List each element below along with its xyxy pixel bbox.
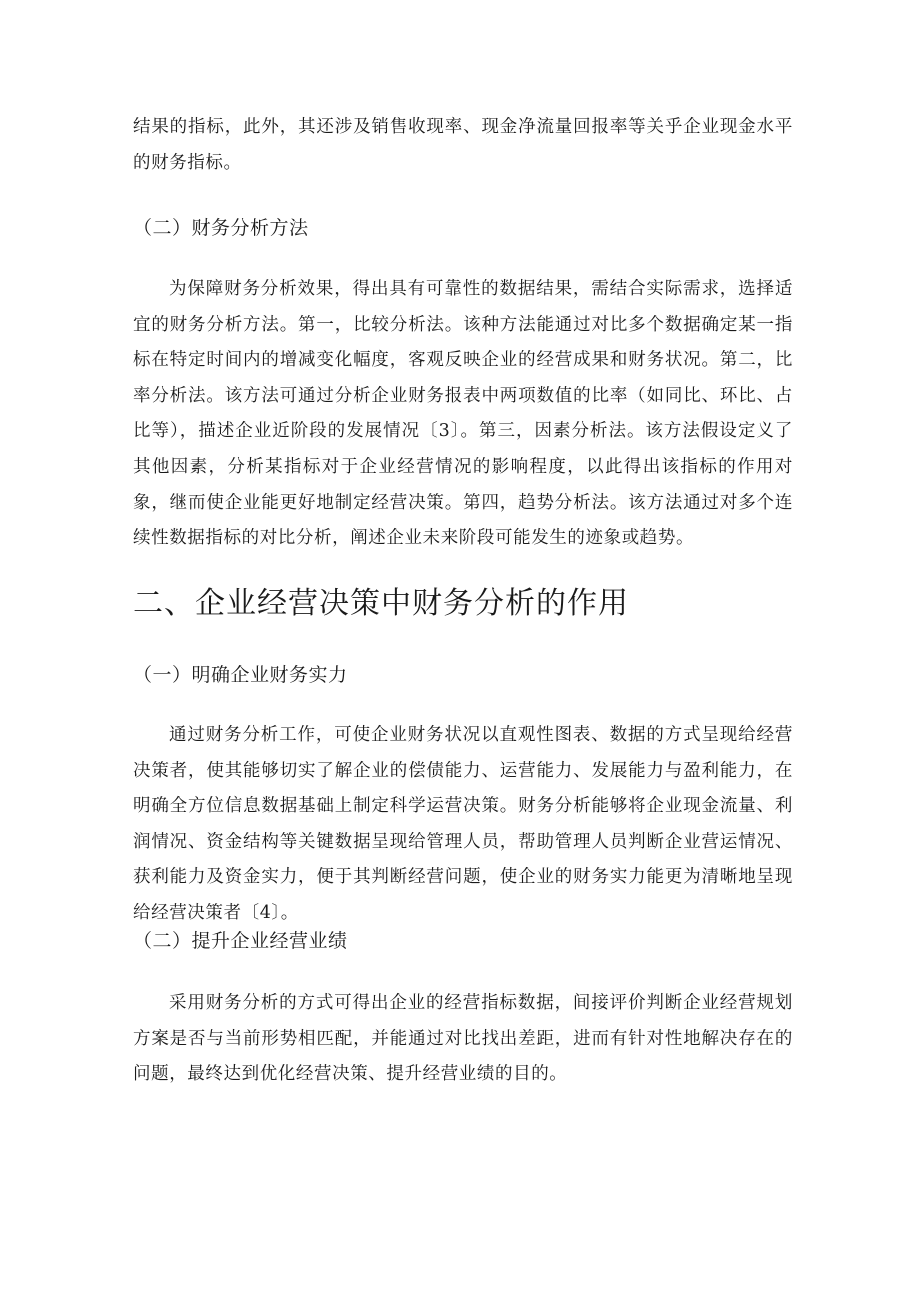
section-heading-role-of-analysis: 二、企业经营决策中财务分析的作用 xyxy=(133,586,629,621)
subheading-business-performance: （二）提升企业经营业绩 xyxy=(133,930,348,952)
subheading-analysis-methods: （二）财务分析方法 xyxy=(133,217,309,239)
paragraph-indicators-continued: 结果的指标，此外，其还涉及销售收现率、现金净流量回报率等关乎企业现金水平的财务指标。 xyxy=(133,117,793,173)
paragraph-analysis-methods: 为保障财务分析效果，得出具有可靠性的数据结果，需结合实际需求，选择适宜的财务分析方法。第一，比较分析法。该种方法能通过对比多个数据确定某一指标在特定时间内的增减变化幅度，客观反映企业的经营成果和财务状况。第二，比率分析法。该方法可通过分析企业财务报表中两项数值的比率（如同比、环比、占比等），描述企业近阶段的发展情况〔3〕。第三，因素分析法。该方法假设定义了其他因素，分析某指标对于企业经营情况的影响程度，以此得出该指标的作用对象，继而使企业能更好地制定经营决策。第四，趋势分析法。该方法通过对多个连续性数据指标的对比分析，阐述企业未来阶段可能发生的迹象或趋势。 xyxy=(133,279,793,549)
subheading-financial-strength: （一）明确企业财务实力 xyxy=(133,664,348,686)
paragraph-financial-strength: 通过财务分析工作，可使企业财务状况以直观性图表、数据的方式呈现给经营决策者，使其能够切实了解企业的偿债能力、运营能力、发展能力与盈利能力，在明确全方位信息数据基础上制定科学运营决策。财务分析能够将企业现金流量、利润情况、资金结构等关键数据呈现给管理人员，帮助管理人员判断企业营运情况、获利能力及资金实力，便于其判断经营问题，使企业的财务实力能更为清晰地呈现给经营决策者〔4〕。 xyxy=(133,725,793,923)
paragraph-business-performance: 采用财务分析的方式可得出企业的经营指标数据，间接评价判断企业经营规划方案是否与当前形势相匹配，并能通过对比找出差距，进而有针对性地解决存在的问题，最终达到优化经营决策、提升经营业绩的目的。 xyxy=(133,993,793,1085)
